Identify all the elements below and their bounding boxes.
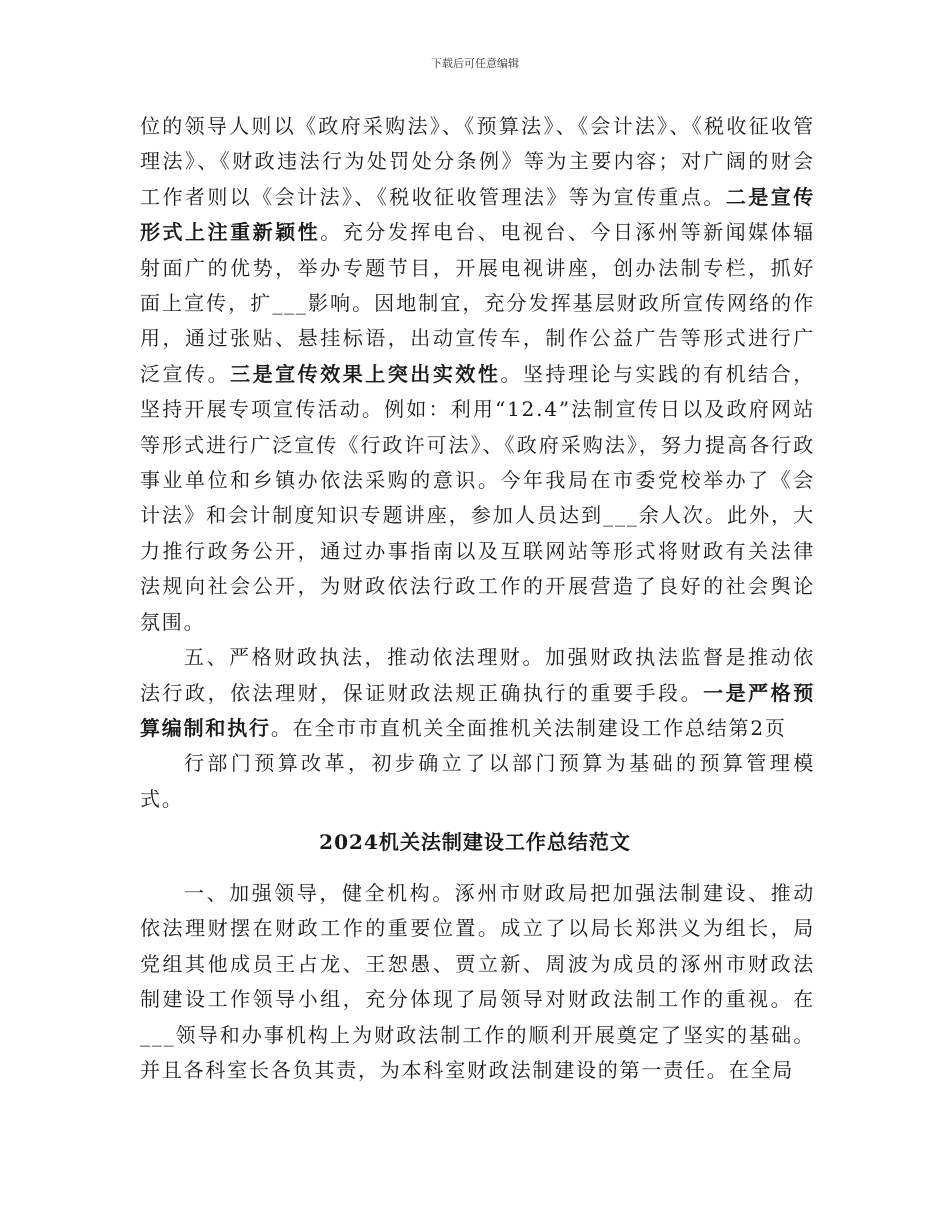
bold-run: 三是宣传效果上突出实效性 — [230, 361, 501, 386]
body-block-1 — [140, 109, 815, 817]
page-header: 下载后可任意编辑 — [431, 57, 519, 70]
text-run: 。在全市市直机关全面推机关法制建设工作总结第2页 — [270, 715, 787, 740]
paragraph-propaganda — [140, 109, 815, 640]
text-run: 。充分发挥电台、电视台、今日涿州等新闻媒体辐射面广的优势，举办专题节目，开展电视讲座，创办法制专栏，抓好面上宣传，扩___影响。因地制宜，充分发挥基层财政所宣传网络的作用，通过张贴、悬挂标语，出动宣传车，制作公益广告等形式进行广泛宣传。 — [140, 220, 815, 386]
body-block-2 — [140, 876, 815, 1088]
paragraph-section-five — [140, 640, 815, 746]
text-run: 位的领导人则以《政府采购法》、《预算法》、《会计法》、《税收征收管理法》、《财政违法行为处罚处分条例》等为主要内容；对广阔的财会工作者则以《会计法》、《税收征收管理法》等为宣传重点。 — [140, 114, 815, 209]
document-title: 2024机关法制建设工作总结范文 — [319, 830, 631, 854]
text-run: 五、严格财政执法，推动依法理财。加强财政执法监督是推动依法行政，依法理财，保证财政法规正确执行的重要手段。 — [140, 645, 815, 705]
text-run: 。坚持理论与实践的有机结合，坚持开展专项宣传活动。例如：利用“12.4”法制宣传日以及政府网站等形式进行广泛宣传《行政许可法》、《政府采购法》，努力提高各行政事业单位和乡镇办依法采购的意识。今年我局在市委党校举办了《会计法》和会计制度知识专题讲座，参加人员达到___余人次。此外，大力推行政务公开，通过办事指南以及互联网站等形式将财政有关法律法规向社会公开，为财政依法行政工作的开展营造了良好的社会舆论氛围。 — [140, 361, 816, 634]
bold-run: 一是严格预算编制和执行 — [140, 680, 816, 740]
paragraph-budget: 行部门预算改革，初步确立了以部门预算为基础的预算管理模式。 — [140, 751, 815, 811]
bold-run: 二是宣传形式上注重新颖性 — [140, 184, 815, 245]
paragraph-section-one: 一、加强领导，健全机构。涿州市财政局把加强法制建设、推动依法理财摆在财政工作的重要位置。成立了以局长郑洪义为组长，局党组其他成员王占龙、王恕愚、贾立新、周波为成员的涿州市财政法制建设工作领导小组，充分体现了局领导对财政法制工作的重视。在___领导和办事机构上为财政法制工作的顺利开展奠定了坚实的基础。并且各科室长各负其责，为本科室财政法制建设的第一责任。在全局 — [140, 881, 815, 1083]
